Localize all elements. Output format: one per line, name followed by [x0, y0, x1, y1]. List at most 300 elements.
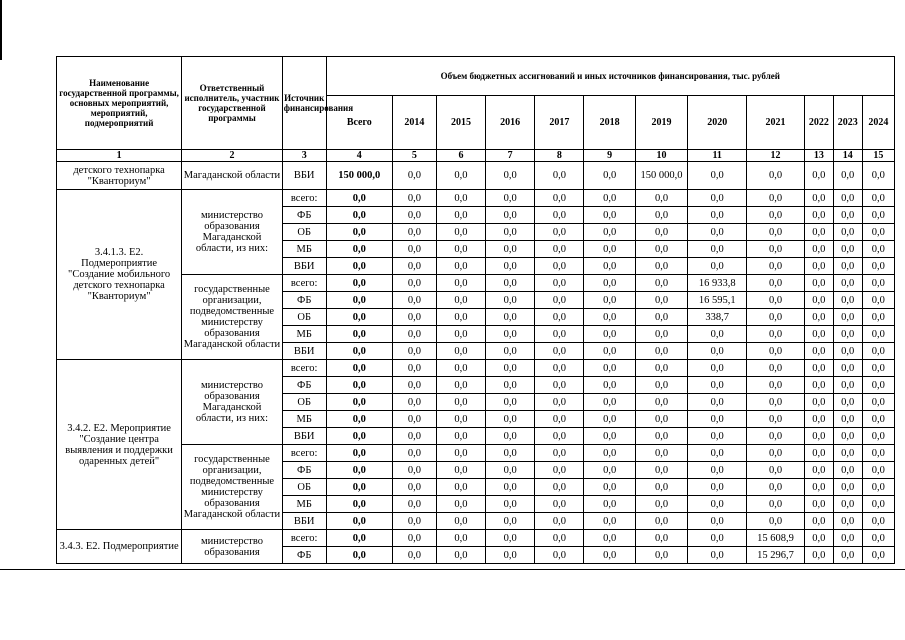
year-value-cell: 0,0	[804, 513, 833, 530]
year-value-cell: 0,0	[804, 462, 833, 479]
year-value-cell: 0,0	[584, 411, 635, 428]
total-value-cell: 0,0	[326, 224, 392, 241]
year-value-cell: 0,0	[584, 479, 635, 496]
year-value-cell: 0,0	[688, 377, 747, 394]
year-value-cell: 0,0	[584, 292, 635, 309]
year-value-cell: 0,0	[833, 513, 862, 530]
year-value-cell: 0,0	[392, 207, 436, 224]
year-value-cell: 0,0	[635, 445, 687, 462]
year-value-cell: 0,0	[486, 530, 535, 547]
year-value-cell: 0,0	[804, 275, 833, 292]
column-number: 8	[535, 150, 584, 162]
year-value-cell: 0,0	[833, 411, 862, 428]
year-value-cell: 0,0	[392, 292, 436, 309]
year-value-cell: 0,0	[747, 343, 805, 360]
measure-name-cell: детского технопарка "Кванториум"	[57, 162, 182, 190]
total-value-cell: 0,0	[326, 292, 392, 309]
year-value-cell: 0,0	[747, 241, 805, 258]
year-value-cell: 0,0	[833, 360, 862, 377]
column-number: 7	[486, 150, 535, 162]
source-cell: ФБ	[282, 377, 326, 394]
source-cell: ОБ	[282, 394, 326, 411]
year-value-cell: 0,0	[804, 224, 833, 241]
source-cell: ФБ	[282, 462, 326, 479]
year-value-cell: 0,0	[862, 462, 894, 479]
table-row	[57, 190, 895, 207]
header-volume: Объем бюджетных ассигнований и иных источников финансирования, тыс. рублей	[326, 57, 894, 96]
source-cell: всего:	[282, 360, 326, 377]
year-value-cell: 0,0	[862, 224, 894, 241]
year-value-cell: 0,0	[392, 162, 436, 190]
year-value-cell: 0,0	[635, 343, 687, 360]
year-value-cell: 0,0	[436, 462, 485, 479]
source-cell: ОБ	[282, 224, 326, 241]
column-number: 3	[282, 150, 326, 162]
year-value-cell: 0,0	[688, 190, 747, 207]
year-value-cell: 0,0	[862, 162, 894, 190]
year-value-cell: 0,0	[833, 462, 862, 479]
source-cell: ВБИ	[282, 428, 326, 445]
year-value-cell: 0,0	[486, 241, 535, 258]
year-value-cell: 0,0	[535, 496, 584, 513]
year-value-cell: 0,0	[584, 462, 635, 479]
year-value-cell: 0,0	[436, 479, 485, 496]
year-value-cell: 0,0	[392, 343, 436, 360]
year-value-cell: 0,0	[804, 377, 833, 394]
year-value-cell: 0,0	[635, 258, 687, 275]
year-value-cell: 0,0	[747, 162, 805, 190]
year-value-cell: 0,0	[635, 207, 687, 224]
header-year: 2024	[862, 96, 894, 150]
year-value-cell: 0,0	[486, 445, 535, 462]
year-value-cell: 0,0	[584, 224, 635, 241]
year-value-cell: 0,0	[584, 445, 635, 462]
year-value-cell: 0,0	[688, 445, 747, 462]
year-value-cell: 0,0	[804, 309, 833, 326]
year-value-cell: 0,0	[535, 343, 584, 360]
year-value-cell: 150 000,0	[635, 162, 687, 190]
year-value-cell: 0,0	[436, 394, 485, 411]
executor-cell: министерство образования Магаданской области, из них:	[182, 360, 283, 445]
executor-cell: министерство образования Магаданской области, из них:	[182, 190, 283, 275]
year-value-cell: 0,0	[862, 377, 894, 394]
year-value-cell: 0,0	[584, 326, 635, 343]
year-value-cell: 0,0	[747, 258, 805, 275]
year-value-cell: 0,0	[436, 258, 485, 275]
column-number: 12	[747, 150, 805, 162]
year-value-cell: 0,0	[535, 445, 584, 462]
year-value-cell: 0,0	[392, 326, 436, 343]
column-number: 10	[635, 150, 687, 162]
total-value-cell: 0,0	[326, 190, 392, 207]
year-value-cell: 0,0	[436, 241, 485, 258]
year-value-cell: 0,0	[392, 411, 436, 428]
year-value-cell: 0,0	[486, 258, 535, 275]
source-cell: ВБИ	[282, 513, 326, 530]
total-value-cell: 0,0	[326, 530, 392, 547]
year-value-cell: 0,0	[833, 309, 862, 326]
header-year: 2015	[436, 96, 485, 150]
year-value-cell: 0,0	[486, 275, 535, 292]
year-value-cell: 0,0	[436, 360, 485, 377]
page-edge-mark	[0, 0, 2, 60]
year-value-cell: 0,0	[804, 207, 833, 224]
year-value-cell: 0,0	[862, 360, 894, 377]
source-cell: МБ	[282, 496, 326, 513]
year-value-cell: 0,0	[688, 258, 747, 275]
year-value-cell: 0,0	[584, 207, 635, 224]
year-value-cell: 0,0	[804, 445, 833, 462]
year-value-cell: 0,0	[486, 326, 535, 343]
year-value-cell: 0,0	[747, 326, 805, 343]
total-value-cell: 0,0	[326, 462, 392, 479]
header-year: 2021	[747, 96, 805, 150]
year-value-cell: 0,0	[747, 428, 805, 445]
column-number: 4	[326, 150, 392, 162]
executor-cell: министерство образования	[182, 530, 283, 564]
year-value-cell: 0,0	[392, 258, 436, 275]
year-value-cell: 0,0	[862, 207, 894, 224]
source-cell: ФБ	[282, 547, 326, 564]
year-value-cell: 16 595,1	[688, 292, 747, 309]
year-value-cell: 0,0	[688, 547, 747, 564]
year-value-cell: 0,0	[635, 394, 687, 411]
year-value-cell: 0,0	[486, 360, 535, 377]
year-value-cell: 0,0	[635, 496, 687, 513]
column-number: 5	[392, 150, 436, 162]
year-value-cell: 0,0	[804, 326, 833, 343]
year-value-cell: 0,0	[833, 275, 862, 292]
year-value-cell: 0,0	[584, 309, 635, 326]
year-value-cell: 0,0	[535, 224, 584, 241]
year-value-cell: 0,0	[392, 377, 436, 394]
year-value-cell: 0,0	[392, 445, 436, 462]
year-value-cell: 0,0	[833, 241, 862, 258]
source-cell: ВБИ	[282, 258, 326, 275]
year-value-cell: 0,0	[804, 496, 833, 513]
year-value-cell: 0,0	[584, 428, 635, 445]
year-value-cell: 0,0	[436, 292, 485, 309]
year-value-cell: 0,0	[635, 377, 687, 394]
column-number: 13	[804, 150, 833, 162]
year-value-cell: 0,0	[804, 292, 833, 309]
year-value-cell: 0,0	[486, 547, 535, 564]
year-value-cell: 0,0	[436, 530, 485, 547]
year-value-cell: 0,0	[486, 343, 535, 360]
year-value-cell: 0,0	[584, 162, 635, 190]
year-value-cell: 0,0	[635, 275, 687, 292]
total-value-cell: 0,0	[326, 258, 392, 275]
column-number: 9	[584, 150, 635, 162]
year-value-cell: 0,0	[392, 309, 436, 326]
year-value-cell: 0,0	[688, 162, 747, 190]
year-value-cell: 0,0	[635, 190, 687, 207]
table-row	[57, 275, 895, 292]
year-value-cell: 0,0	[535, 360, 584, 377]
header-year: 2019	[635, 96, 687, 150]
year-value-cell: 0,0	[635, 360, 687, 377]
year-value-cell: 0,0	[833, 207, 862, 224]
year-value-cell: 0,0	[747, 462, 805, 479]
year-value-cell: 0,0	[862, 190, 894, 207]
year-value-cell: 0,0	[392, 479, 436, 496]
year-value-cell: 0,0	[804, 394, 833, 411]
year-value-cell: 0,0	[584, 190, 635, 207]
year-value-cell: 0,0	[635, 462, 687, 479]
year-value-cell: 0,0	[747, 309, 805, 326]
year-value-cell: 0,0	[804, 547, 833, 564]
year-value-cell: 0,0	[747, 207, 805, 224]
year-value-cell: 0,0	[535, 411, 584, 428]
year-value-cell: 0,0	[804, 411, 833, 428]
year-value-cell: 0,0	[635, 326, 687, 343]
total-value-cell: 0,0	[326, 343, 392, 360]
year-value-cell: 0,0	[535, 377, 584, 394]
column-number: 6	[436, 150, 485, 162]
source-cell: ОБ	[282, 309, 326, 326]
year-value-cell: 0,0	[635, 428, 687, 445]
year-value-cell: 0,0	[747, 190, 805, 207]
year-value-cell: 0,0	[833, 258, 862, 275]
header-year: 2017	[535, 96, 584, 150]
year-value-cell: 0,0	[392, 547, 436, 564]
year-value-cell: 0,0	[862, 241, 894, 258]
year-value-cell: 0,0	[862, 309, 894, 326]
measure-name-cell: 3.4.3. Е2. Подмероприятие	[57, 530, 182, 564]
header-row-1	[57, 57, 895, 96]
year-value-cell: 0,0	[833, 224, 862, 241]
year-value-cell: 0,0	[833, 547, 862, 564]
year-value-cell: 0,0	[688, 530, 747, 547]
year-value-cell: 0,0	[688, 241, 747, 258]
year-value-cell: 0,0	[535, 547, 584, 564]
year-value-cell: 0,0	[747, 513, 805, 530]
column-number-row	[57, 150, 895, 162]
year-value-cell: 0,0	[535, 462, 584, 479]
year-value-cell: 0,0	[688, 394, 747, 411]
header-year: 2014	[392, 96, 436, 150]
source-cell: МБ	[282, 411, 326, 428]
total-value-cell: 0,0	[326, 326, 392, 343]
year-value-cell: 0,0	[747, 275, 805, 292]
year-value-cell: 0,0	[804, 162, 833, 190]
year-value-cell: 0,0	[833, 377, 862, 394]
header-year: 2020	[688, 96, 747, 150]
year-value-cell: 0,0	[392, 394, 436, 411]
year-value-cell: 0,0	[535, 190, 584, 207]
total-value-cell: 0,0	[326, 496, 392, 513]
year-value-cell: 0,0	[688, 343, 747, 360]
source-cell: всего:	[282, 275, 326, 292]
year-value-cell: 0,0	[862, 394, 894, 411]
year-value-cell: 0,0	[392, 224, 436, 241]
total-value-cell: 0,0	[326, 445, 392, 462]
source-cell: всего:	[282, 445, 326, 462]
year-value-cell: 0,0	[436, 162, 485, 190]
page-cut-line	[0, 569, 905, 570]
year-value-cell: 0,0	[688, 411, 747, 428]
total-value-cell: 0,0	[326, 309, 392, 326]
total-value-cell: 0,0	[326, 479, 392, 496]
source-cell: ОБ	[282, 479, 326, 496]
year-value-cell: 0,0	[392, 462, 436, 479]
source-cell: ВБИ	[282, 343, 326, 360]
year-value-cell: 338,7	[688, 309, 747, 326]
year-value-cell: 0,0	[747, 445, 805, 462]
year-value-cell: 0,0	[635, 411, 687, 428]
year-value-cell: 0,0	[862, 292, 894, 309]
year-value-cell: 0,0	[436, 547, 485, 564]
year-value-cell: 0,0	[486, 377, 535, 394]
column-number: 2	[182, 150, 283, 162]
year-value-cell: 0,0	[688, 207, 747, 224]
table-row	[57, 445, 895, 462]
year-value-cell: 0,0	[862, 530, 894, 547]
year-value-cell: 0,0	[833, 428, 862, 445]
year-value-cell: 0,0	[688, 462, 747, 479]
year-value-cell: 15 296,7	[747, 547, 805, 564]
year-value-cell: 0,0	[535, 309, 584, 326]
year-value-cell: 0,0	[862, 428, 894, 445]
year-value-cell: 0,0	[486, 224, 535, 241]
year-value-cell: 0,0	[833, 445, 862, 462]
year-value-cell: 0,0	[862, 547, 894, 564]
year-value-cell: 0,0	[436, 513, 485, 530]
year-value-cell: 0,0	[747, 360, 805, 377]
year-value-cell: 0,0	[436, 445, 485, 462]
year-value-cell: 0,0	[392, 275, 436, 292]
header-year: 2018	[584, 96, 635, 150]
year-value-cell: 0,0	[486, 394, 535, 411]
table-row	[57, 360, 895, 377]
year-value-cell: 0,0	[535, 275, 584, 292]
header-year: 2022	[804, 96, 833, 150]
year-value-cell: 0,0	[804, 258, 833, 275]
year-value-cell: 0,0	[833, 162, 862, 190]
year-value-cell: 0,0	[535, 162, 584, 190]
year-value-cell: 0,0	[635, 224, 687, 241]
year-value-cell: 0,0	[436, 224, 485, 241]
header-total: Всего	[326, 96, 392, 150]
year-value-cell: 0,0	[486, 428, 535, 445]
source-cell: ВБИ	[282, 162, 326, 190]
executor-cell: Магаданской области	[182, 162, 283, 190]
year-value-cell: 0,0	[635, 530, 687, 547]
year-value-cell: 0,0	[635, 479, 687, 496]
year-value-cell: 0,0	[862, 343, 894, 360]
year-value-cell: 0,0	[436, 275, 485, 292]
header-name: Наименование государственной программы, основных мероприятий, мероприятий, подмероприятий	[57, 57, 182, 150]
year-value-cell: 0,0	[635, 513, 687, 530]
year-value-cell: 0,0	[833, 343, 862, 360]
year-value-cell: 0,0	[862, 275, 894, 292]
year-value-cell: 0,0	[535, 394, 584, 411]
header-year: 2016	[486, 96, 535, 150]
year-value-cell: 0,0	[688, 479, 747, 496]
year-value-cell: 0,0	[392, 530, 436, 547]
year-value-cell: 0,0	[486, 462, 535, 479]
year-value-cell: 0,0	[584, 547, 635, 564]
year-value-cell: 0,0	[747, 377, 805, 394]
year-value-cell: 0,0	[584, 513, 635, 530]
year-value-cell: 0,0	[535, 292, 584, 309]
year-value-cell: 0,0	[436, 411, 485, 428]
source-cell: ФБ	[282, 207, 326, 224]
year-value-cell: 0,0	[584, 496, 635, 513]
year-value-cell: 0,0	[436, 496, 485, 513]
total-value-cell: 0,0	[326, 360, 392, 377]
year-value-cell: 0,0	[392, 428, 436, 445]
year-value-cell: 0,0	[635, 241, 687, 258]
total-value-cell: 0,0	[326, 207, 392, 224]
year-value-cell: 0,0	[833, 326, 862, 343]
year-value-cell: 0,0	[862, 445, 894, 462]
header-year: 2023	[833, 96, 862, 150]
source-cell: всего:	[282, 190, 326, 207]
year-value-cell: 0,0	[688, 428, 747, 445]
table-row	[57, 162, 895, 190]
year-value-cell: 0,0	[535, 428, 584, 445]
year-value-cell: 0,0	[862, 496, 894, 513]
year-value-cell: 0,0	[535, 513, 584, 530]
year-value-cell: 0,0	[486, 190, 535, 207]
year-value-cell: 0,0	[833, 479, 862, 496]
total-value-cell: 0,0	[326, 377, 392, 394]
year-value-cell: 0,0	[486, 162, 535, 190]
source-cell: МБ	[282, 241, 326, 258]
year-value-cell: 0,0	[804, 241, 833, 258]
total-value-cell: 0,0	[326, 428, 392, 445]
year-value-cell: 0,0	[584, 241, 635, 258]
year-value-cell: 0,0	[804, 530, 833, 547]
year-value-cell: 0,0	[804, 428, 833, 445]
executor-cell: государственные организации, подведомственные министерству образования Магаданской области	[182, 445, 283, 530]
year-value-cell: 0,0	[486, 479, 535, 496]
year-value-cell: 0,0	[392, 360, 436, 377]
year-value-cell: 0,0	[486, 496, 535, 513]
year-value-cell: 0,0	[535, 241, 584, 258]
year-value-cell: 0,0	[436, 326, 485, 343]
total-value-cell: 0,0	[326, 241, 392, 258]
year-value-cell: 0,0	[833, 530, 862, 547]
year-value-cell: 0,0	[392, 513, 436, 530]
year-value-cell: 0,0	[436, 343, 485, 360]
year-value-cell: 0,0	[535, 326, 584, 343]
year-value-cell: 0,0	[688, 496, 747, 513]
year-value-cell: 0,0	[392, 496, 436, 513]
year-value-cell: 0,0	[804, 190, 833, 207]
year-value-cell: 0,0	[688, 360, 747, 377]
year-value-cell: 0,0	[584, 258, 635, 275]
year-value-cell: 0,0	[392, 241, 436, 258]
year-value-cell: 0,0	[862, 479, 894, 496]
year-value-cell: 0,0	[436, 309, 485, 326]
year-value-cell: 16 933,8	[688, 275, 747, 292]
year-value-cell: 0,0	[584, 377, 635, 394]
year-value-cell: 0,0	[584, 394, 635, 411]
year-value-cell: 0,0	[833, 394, 862, 411]
year-value-cell: 0,0	[862, 411, 894, 428]
year-value-cell: 0,0	[747, 479, 805, 496]
measure-name-cell: 3.4.2. Е2. Мероприятие "Создание центра выявления и поддержки одаренных детей"	[57, 360, 182, 530]
year-value-cell: 0,0	[833, 292, 862, 309]
year-value-cell: 0,0	[833, 496, 862, 513]
year-value-cell: 0,0	[535, 207, 584, 224]
year-value-cell: 0,0	[747, 292, 805, 309]
year-value-cell: 0,0	[747, 411, 805, 428]
total-value-cell: 150 000,0	[326, 162, 392, 190]
year-value-cell: 0,0	[804, 343, 833, 360]
